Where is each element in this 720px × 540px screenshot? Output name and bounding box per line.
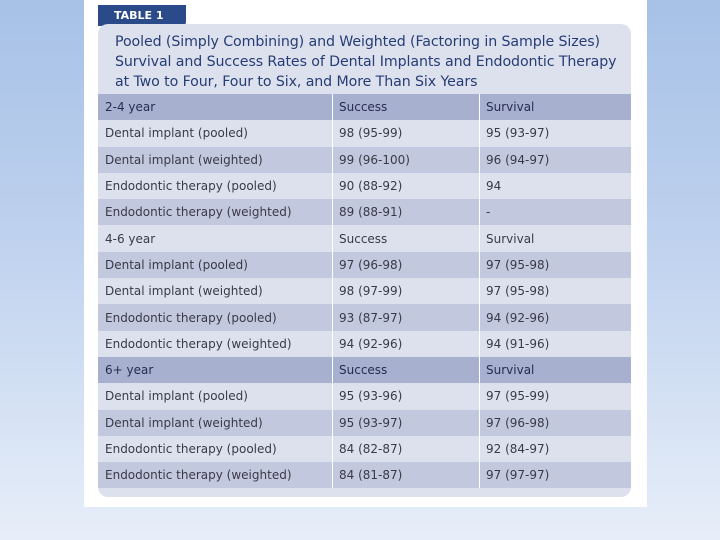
table-section-header	[98, 94, 631, 120]
survival-cell: 97 (97-97)	[479, 462, 631, 488]
row-label-cell: Dental implant (pooled)	[105, 126, 248, 141]
success-cell: 98 (97-99)	[332, 278, 479, 304]
success-cell: 97 (96-98)	[332, 252, 479, 278]
row-label-cell: 6+ year	[105, 363, 154, 378]
table-row	[98, 410, 631, 436]
table-row	[98, 278, 631, 304]
table-row	[98, 199, 631, 225]
survival-cell: 95 (93-97)	[479, 120, 631, 146]
table-title: Pooled (Simply Combining) and Weighted (Factoring in Sample Sizes) Survival and Success Rates of Dental Implants and Endodontic Therapy at Two to Four, Four to Six, and More Than Six Years	[115, 34, 617, 90]
success-cell: 95 (93-97)	[332, 410, 479, 436]
row-label-cell: Dental implant (pooled)	[105, 257, 248, 272]
table-row	[98, 436, 631, 462]
table-row	[98, 120, 631, 146]
row-label-cell: Endodontic therapy (pooled)	[105, 310, 277, 325]
table-label: TABLE 1	[98, 5, 186, 26]
success-cell: 93 (87-97)	[332, 304, 479, 330]
success-cell: Success	[332, 94, 479, 120]
table-row	[98, 225, 631, 251]
survival-cell: Survival	[479, 94, 631, 120]
survival-cell: -	[479, 199, 631, 225]
success-cell: Success	[332, 357, 479, 383]
survival-cell: 97 (95-98)	[479, 278, 631, 304]
survival-cell: 94 (92-96)	[479, 304, 631, 330]
survival-cell: 97 (95-98)	[479, 252, 631, 278]
row-label-cell: Endodontic therapy (weighted)	[105, 205, 292, 220]
row-label-cell: Endodontic therapy (weighted)	[105, 468, 292, 483]
row-label-cell: 4-6 year	[105, 231, 156, 246]
table-row	[98, 383, 631, 409]
success-cell: Success	[332, 225, 479, 251]
success-cell: 94 (92-96)	[332, 331, 479, 357]
slide	[84, 0, 647, 507]
data-table	[98, 94, 631, 488]
row-label-cell: 2-4 year	[105, 100, 156, 115]
row-label-cell: Dental implant (weighted)	[105, 284, 263, 299]
success-cell: 90 (88-92)	[332, 173, 479, 199]
success-cell: 84 (81-87)	[332, 462, 479, 488]
row-label-cell: Dental implant (weighted)	[105, 152, 263, 167]
row-label-cell: Dental implant (pooled)	[105, 389, 248, 404]
table-section-header	[98, 357, 631, 383]
survival-cell: 97 (95-99)	[479, 383, 631, 409]
row-label-cell: Endodontic therapy (pooled)	[105, 179, 277, 194]
table-row	[98, 462, 631, 488]
table-panel	[98, 24, 631, 497]
table-row	[98, 304, 631, 330]
row-label-cell: Endodontic therapy (weighted)	[105, 336, 292, 351]
survival-cell: 94 (91-96)	[479, 331, 631, 357]
table-row	[98, 173, 631, 199]
table-row	[98, 147, 631, 173]
survival-cell: Survival	[479, 225, 631, 251]
table-row	[98, 252, 631, 278]
success-cell: 95 (93-96)	[332, 383, 479, 409]
row-label-cell: Endodontic therapy (pooled)	[105, 442, 277, 456]
success-cell: 89 (88-91)	[332, 199, 479, 225]
survival-cell: 97 (96-98)	[479, 410, 631, 436]
success-cell: 84 (82-87)	[332, 436, 479, 462]
survival-cell: Survival	[479, 357, 631, 383]
survival-cell: 92 (84-97)	[479, 436, 631, 462]
success-cell: 99 (96-100)	[332, 147, 479, 173]
survival-cell: 96 (94-97)	[479, 147, 631, 173]
survival-cell: 94	[479, 173, 631, 199]
table-row	[98, 331, 631, 357]
row-label-cell: Dental implant (weighted)	[105, 415, 263, 430]
success-cell: 98 (95-99)	[332, 120, 479, 146]
